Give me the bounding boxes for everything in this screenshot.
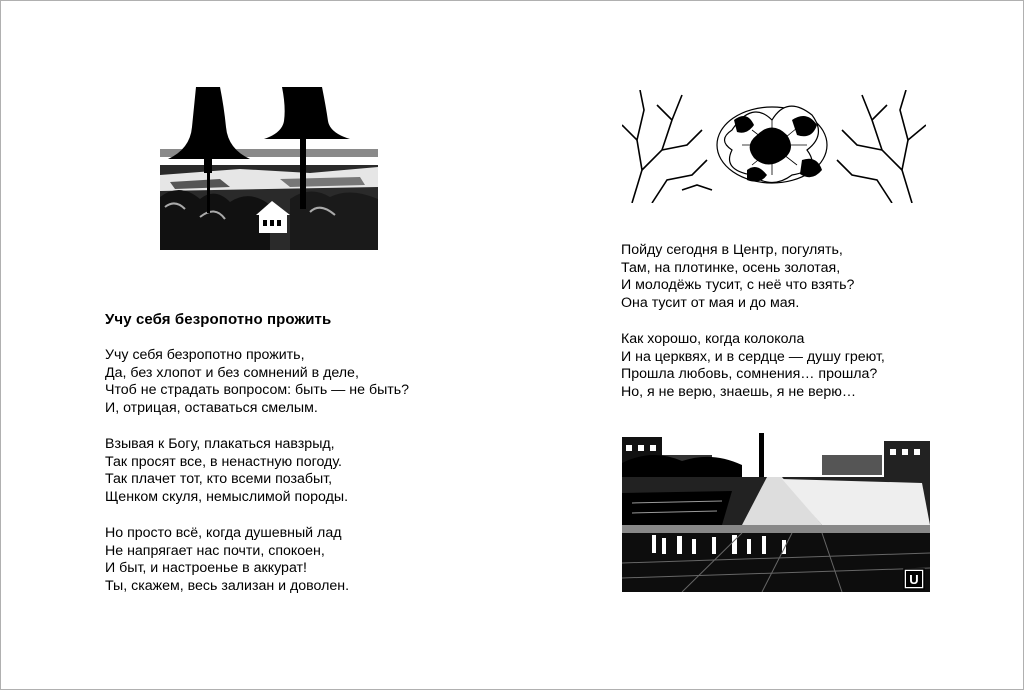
poem-line: Взывая к Богу, плакаться навзрыд,	[105, 436, 335, 452]
bells-illustration	[160, 87, 378, 250]
right-stanza-2	[621, 331, 885, 401]
poem-line: Щенком скуля, немыслимой породы.	[105, 488, 349, 505]
leaves-illustration	[622, 90, 926, 203]
right-page	[512, 1, 1023, 689]
poem-line: И на церквях, и в сердце — душу греют,	[621, 348, 885, 365]
left-stanza-1	[105, 347, 409, 417]
poem-line: Там, на плотинке, осень золотая,	[621, 259, 841, 276]
poem-line: Но просто всё, когда душевный лад	[105, 525, 342, 541]
poem-title: Учу себя безропотно прожить	[105, 311, 332, 328]
poem-line: Но, я не верю, знаешь, я не верю…	[621, 383, 857, 400]
left-page	[1, 1, 512, 689]
city-square-illustration	[622, 433, 930, 592]
poem-line: Она тусит от мая и до мая.	[621, 294, 800, 311]
poem-line: Так просят все, в ненастную погоду.	[105, 453, 342, 470]
badge-letter: U	[909, 572, 919, 587]
poem-line: Учу себя безропотно прожить,	[105, 347, 305, 363]
poem-line: И быт, и настроенье в аккурат!	[105, 560, 307, 576]
poem-line: Прошла любовь, сомнения… прошла?	[621, 366, 878, 382]
poem-line: Как хорошо, когда колокола	[621, 331, 805, 347]
poem-line: Ты, скажем, весь зализан и доволен.	[105, 577, 350, 594]
poem-line: Чтоб не страдать вопросом: быть — не быть?	[105, 382, 410, 398]
right-stanza-1	[621, 242, 854, 312]
poem-line: Так плачет тот, кто всеми позабыт,	[105, 471, 333, 487]
poem-line: Не напрягает нас почти, спокоен,	[105, 542, 325, 559]
poem-line: И, отрицая, оставаться смелым.	[105, 399, 318, 416]
left-stanza-2	[105, 436, 348, 506]
poem-line: Да, без хлопот и без сомнений в деле,	[105, 364, 359, 381]
left-stanza-3	[105, 525, 349, 595]
poem-line: И молодёжь тусит, с неё что взять?	[621, 277, 855, 293]
poem-line: Пойду сегодня в Центр, погулять,	[621, 242, 843, 258]
